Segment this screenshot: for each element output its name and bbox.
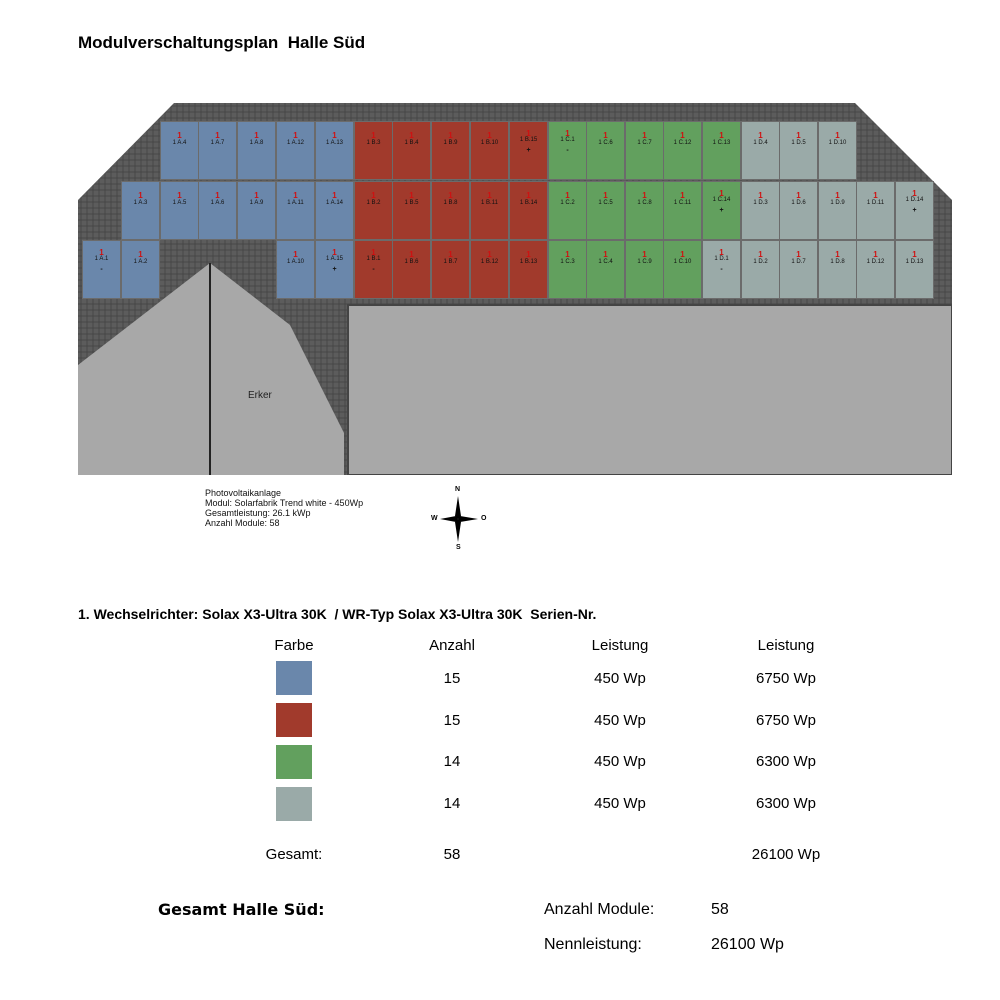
pv-module — [818, 240, 857, 299]
pv-module — [160, 181, 199, 240]
module-number: 1 — [565, 250, 570, 259]
module-label: 1 D.6 — [791, 200, 806, 206]
pv-module — [237, 181, 276, 240]
module-polarity: - — [566, 147, 569, 154]
summary-title: Gesamt Halle Süd: — [158, 900, 325, 919]
pv-module — [509, 181, 548, 240]
module-polarity: + — [719, 207, 724, 214]
total-label: Gesamt: — [265, 846, 323, 863]
module-label: 1 A.1 — [94, 256, 109, 262]
module-number: 1 — [215, 131, 220, 140]
module-polarity: + — [912, 207, 917, 214]
pv-module — [315, 240, 354, 299]
pv-module — [276, 240, 315, 299]
module-number: 1 — [448, 131, 453, 140]
module-label: 1 B.2 — [366, 200, 381, 206]
pv-module — [741, 181, 780, 240]
module-number: 1 — [835, 250, 840, 259]
pv-module — [779, 240, 818, 299]
pv-module — [509, 240, 548, 299]
module-label: 1 C.13 — [712, 140, 731, 146]
pv-module — [354, 121, 393, 180]
module-label: 1 A.14 — [325, 200, 343, 206]
module-label: 1 A.11 — [287, 200, 304, 206]
pv-module — [121, 181, 160, 240]
module-number: 1 — [409, 131, 414, 140]
module-label: 1 C.6 — [598, 140, 613, 146]
module-polarity: + — [526, 147, 531, 154]
inverter-heading: 1. Wechselrichter: Solax X3-Ultra 30K / WR-Typ Solax X3-Ultra 30K Serien-Nr. — [78, 606, 597, 622]
module-number: 1 — [215, 191, 220, 200]
module-number: 1 — [796, 250, 801, 259]
module-label: 1 A.3 — [133, 200, 148, 206]
module-number: 1 — [254, 131, 259, 140]
header-total-power: Leistung — [757, 637, 815, 654]
module-label: 1 A.2 — [133, 259, 148, 265]
row-power: 450 Wp — [594, 753, 646, 770]
module-label: 1 B.13 — [519, 259, 538, 265]
module-label: 1 B.3 — [366, 140, 381, 146]
module-number: 1 — [138, 250, 143, 259]
module-number: 1 — [680, 191, 685, 200]
module-label: 1 A.9 — [249, 200, 264, 206]
module-label: 1 A.7 — [210, 140, 225, 146]
module-label: 1 D.5 — [791, 140, 806, 146]
row-count: 15 — [443, 670, 461, 687]
module-label: 1 B.12 — [480, 259, 499, 265]
header-color: Farbe — [274, 637, 314, 654]
module-label: 1 D.1 — [714, 256, 729, 262]
row-count: 14 — [443, 753, 461, 770]
module-label: 1 A.4 — [172, 140, 187, 146]
module-label: 1 C.11 — [673, 200, 692, 206]
module-label: 1 D.3 — [753, 200, 768, 206]
module-number: 1 — [448, 191, 453, 200]
module-number: 1 — [835, 191, 840, 200]
module-label: 1 C.7 — [637, 140, 652, 146]
color-swatch — [276, 787, 312, 821]
header-power: Leistung — [591, 637, 649, 654]
row-total: 6300 Wp — [755, 753, 817, 770]
module-number: 1 — [719, 248, 724, 257]
module-label: 1 D.11 — [866, 200, 885, 206]
module-number: 1 — [254, 191, 259, 200]
module-number: 1 — [487, 250, 492, 259]
flat-roof-area — [348, 305, 952, 475]
summary-modules-value: 58 — [711, 901, 729, 918]
module-label: 1 C.5 — [598, 200, 613, 206]
pv-module — [586, 240, 625, 299]
module-label: 1 D.8 — [830, 259, 845, 265]
module-label: 1 B.15 — [519, 137, 538, 143]
pv-module — [315, 181, 354, 240]
module-number: 1 — [526, 129, 531, 138]
module-label: 1 B.7 — [443, 259, 458, 265]
pv-module — [548, 240, 587, 299]
module-number: 1 — [603, 131, 608, 140]
pv-module — [470, 121, 509, 180]
module-number: 1 — [293, 131, 298, 140]
pv-module — [431, 240, 470, 299]
module-label: 1 A.6 — [210, 200, 225, 206]
module-number: 1 — [526, 250, 531, 259]
pv-module — [779, 181, 818, 240]
module-label: 1 C.3 — [560, 259, 575, 265]
pv-module — [198, 181, 237, 240]
summary-modules-label: Anzahl Module: — [544, 901, 655, 918]
compass-north: N — [455, 486, 461, 493]
pv-module — [431, 121, 470, 180]
module-label: 1 D.12 — [866, 259, 885, 265]
module-number: 1 — [912, 250, 917, 259]
pv-module — [586, 181, 625, 240]
compass-icon — [428, 484, 488, 559]
module-label: 1 D.14 — [905, 197, 924, 203]
pv-module — [237, 121, 276, 180]
module-number: 1 — [565, 129, 570, 138]
pv-module — [702, 181, 741, 240]
module-number: 1 — [603, 191, 608, 200]
module-number: 1 — [758, 250, 763, 259]
color-swatch — [276, 745, 312, 779]
module-number: 1 — [99, 248, 104, 257]
module-number: 1 — [409, 250, 414, 259]
module-label: 1 B.9 — [443, 140, 458, 146]
module-label: 1 C.1 — [560, 137, 575, 143]
info-module-count: Anzahl Module: 58 — [205, 518, 280, 528]
pv-module — [470, 240, 509, 299]
color-swatch — [276, 703, 312, 737]
module-number: 1 — [719, 131, 724, 140]
module-label: 1 B.14 — [519, 200, 538, 206]
module-label: 1 B.11 — [481, 200, 498, 206]
module-label: 1 C.8 — [637, 200, 652, 206]
module-label: 1 D.9 — [830, 200, 845, 206]
module-number: 1 — [642, 250, 647, 259]
module-label: 1 C.4 — [598, 259, 613, 265]
module-number: 1 — [177, 131, 182, 140]
header-count: Anzahl — [429, 637, 475, 654]
pv-module — [856, 181, 895, 240]
erker-label: Erker — [248, 390, 272, 401]
pv-module — [856, 240, 895, 299]
pv-module — [818, 181, 857, 240]
pv-module — [470, 181, 509, 240]
summary-power-label: Nennleistung: — [544, 936, 642, 953]
module-label: 1 D.4 — [753, 140, 768, 146]
pv-module — [121, 240, 160, 299]
info-total-power: Gesamtleistung: 26.1 kWp — [205, 508, 311, 518]
module-label: 1 B.5 — [404, 200, 419, 206]
module-number: 1 — [332, 191, 337, 200]
row-power: 450 Wp — [594, 795, 646, 812]
module-number: 1 — [487, 191, 492, 200]
pv-module — [663, 240, 702, 299]
module-number: 1 — [642, 131, 647, 140]
module-number: 1 — [873, 250, 878, 259]
module-label: 1 A.13 — [325, 140, 343, 146]
module-label: 1 A.15 — [325, 256, 343, 262]
module-label: 1 D.10 — [828, 140, 847, 146]
system-info — [205, 488, 363, 528]
pv-module — [741, 121, 780, 180]
pv-module — [625, 181, 664, 240]
module-label: 1 D.7 — [791, 259, 806, 265]
module-number: 1 — [371, 131, 376, 140]
module-number: 1 — [448, 250, 453, 259]
module-label: 1 A.8 — [249, 140, 264, 146]
pv-module — [354, 240, 393, 299]
module-number: 1 — [835, 131, 840, 140]
pv-module — [625, 240, 664, 299]
info-title: Photovoltaikanlage — [205, 488, 282, 498]
pv-module — [315, 121, 354, 180]
module-label: 1 D.2 — [753, 259, 768, 265]
module-label: 1 B.1 — [366, 256, 381, 262]
module-number: 1 — [371, 248, 376, 257]
module-label: 1 B.6 — [404, 259, 419, 265]
info-module: Modul: Solarfabrik Trend white - 450Wp — [205, 498, 364, 508]
pv-module — [509, 121, 548, 180]
module-label: 1 C.12 — [673, 140, 692, 146]
module-number: 1 — [332, 131, 337, 140]
module-label: 1 C.9 — [637, 259, 652, 265]
module-label: 1 C.10 — [673, 259, 692, 265]
pv-module — [895, 240, 934, 299]
pv-module — [702, 240, 741, 299]
pv-module — [198, 121, 237, 180]
pv-module — [779, 121, 818, 180]
compass-east: O — [481, 515, 487, 522]
module-label: 1 A.12 — [286, 140, 304, 146]
module-label: 1 A.10 — [286, 259, 304, 265]
module-polarity: + — [332, 266, 337, 273]
page-title: Modulverschaltungsplan Halle Süd — [78, 33, 366, 52]
row-count: 14 — [443, 795, 461, 812]
summary-power-value: 26100 Wp — [711, 936, 784, 953]
pv-module — [82, 240, 121, 299]
module-number: 1 — [332, 248, 337, 257]
module-number: 1 — [177, 191, 182, 200]
row-total: 6300 Wp — [755, 795, 817, 812]
module-label: 1 B.8 — [443, 200, 458, 206]
row-power: 450 Wp — [594, 712, 646, 729]
module-number: 1 — [912, 189, 917, 198]
module-label: 1 C.14 — [712, 197, 731, 203]
pv-module — [276, 121, 315, 180]
pv-module — [392, 121, 431, 180]
module-polarity: - — [372, 266, 375, 273]
pv-module — [702, 121, 741, 180]
compass-south: S — [456, 544, 461, 551]
pv-module — [663, 181, 702, 240]
module-number: 1 — [680, 131, 685, 140]
row-total: 6750 Wp — [755, 670, 817, 687]
color-swatch — [276, 661, 312, 695]
pv-module — [160, 121, 199, 180]
module-label: 1 A.5 — [172, 200, 187, 206]
row-total: 6750 Wp — [755, 712, 817, 729]
pv-module — [354, 181, 393, 240]
pv-module — [431, 181, 470, 240]
module-label: 1 B.4 — [404, 140, 419, 146]
module-number: 1 — [758, 131, 763, 140]
pv-module — [741, 240, 780, 299]
total-power: 26100 Wp — [751, 846, 821, 863]
pv-module — [276, 181, 315, 240]
module-number: 1 — [603, 250, 608, 259]
module-number: 1 — [873, 191, 878, 200]
pv-module — [625, 121, 664, 180]
total-count: 58 — [443, 846, 461, 863]
module-number: 1 — [138, 191, 143, 200]
module-number: 1 — [293, 191, 298, 200]
module-number: 1 — [680, 250, 685, 259]
module-number: 1 — [758, 191, 763, 200]
row-count: 15 — [443, 712, 461, 729]
pv-module — [586, 121, 625, 180]
module-label: 1 D.13 — [905, 259, 924, 265]
module-number: 1 — [796, 191, 801, 200]
module-polarity: - — [100, 266, 103, 273]
module-number: 1 — [293, 250, 298, 259]
pv-module — [663, 121, 702, 180]
compass-west: W — [431, 515, 438, 522]
module-number: 1 — [526, 191, 531, 200]
pv-module — [818, 121, 857, 180]
module-label: 1 B.10 — [480, 140, 499, 146]
module-number: 1 — [642, 191, 647, 200]
module-number: 1 — [719, 189, 724, 198]
pv-module — [548, 181, 587, 240]
module-label: 1 C.2 — [560, 200, 575, 206]
pv-module — [392, 240, 431, 299]
row-power: 450 Wp — [594, 670, 646, 687]
module-polarity: - — [720, 266, 723, 273]
module-number: 1 — [409, 191, 414, 200]
module-number: 1 — [487, 131, 492, 140]
pv-module — [895, 181, 934, 240]
module-number: 1 — [565, 191, 570, 200]
module-number: 1 — [371, 191, 376, 200]
module-number: 1 — [796, 131, 801, 140]
pv-module — [548, 121, 587, 180]
pv-module — [392, 181, 431, 240]
